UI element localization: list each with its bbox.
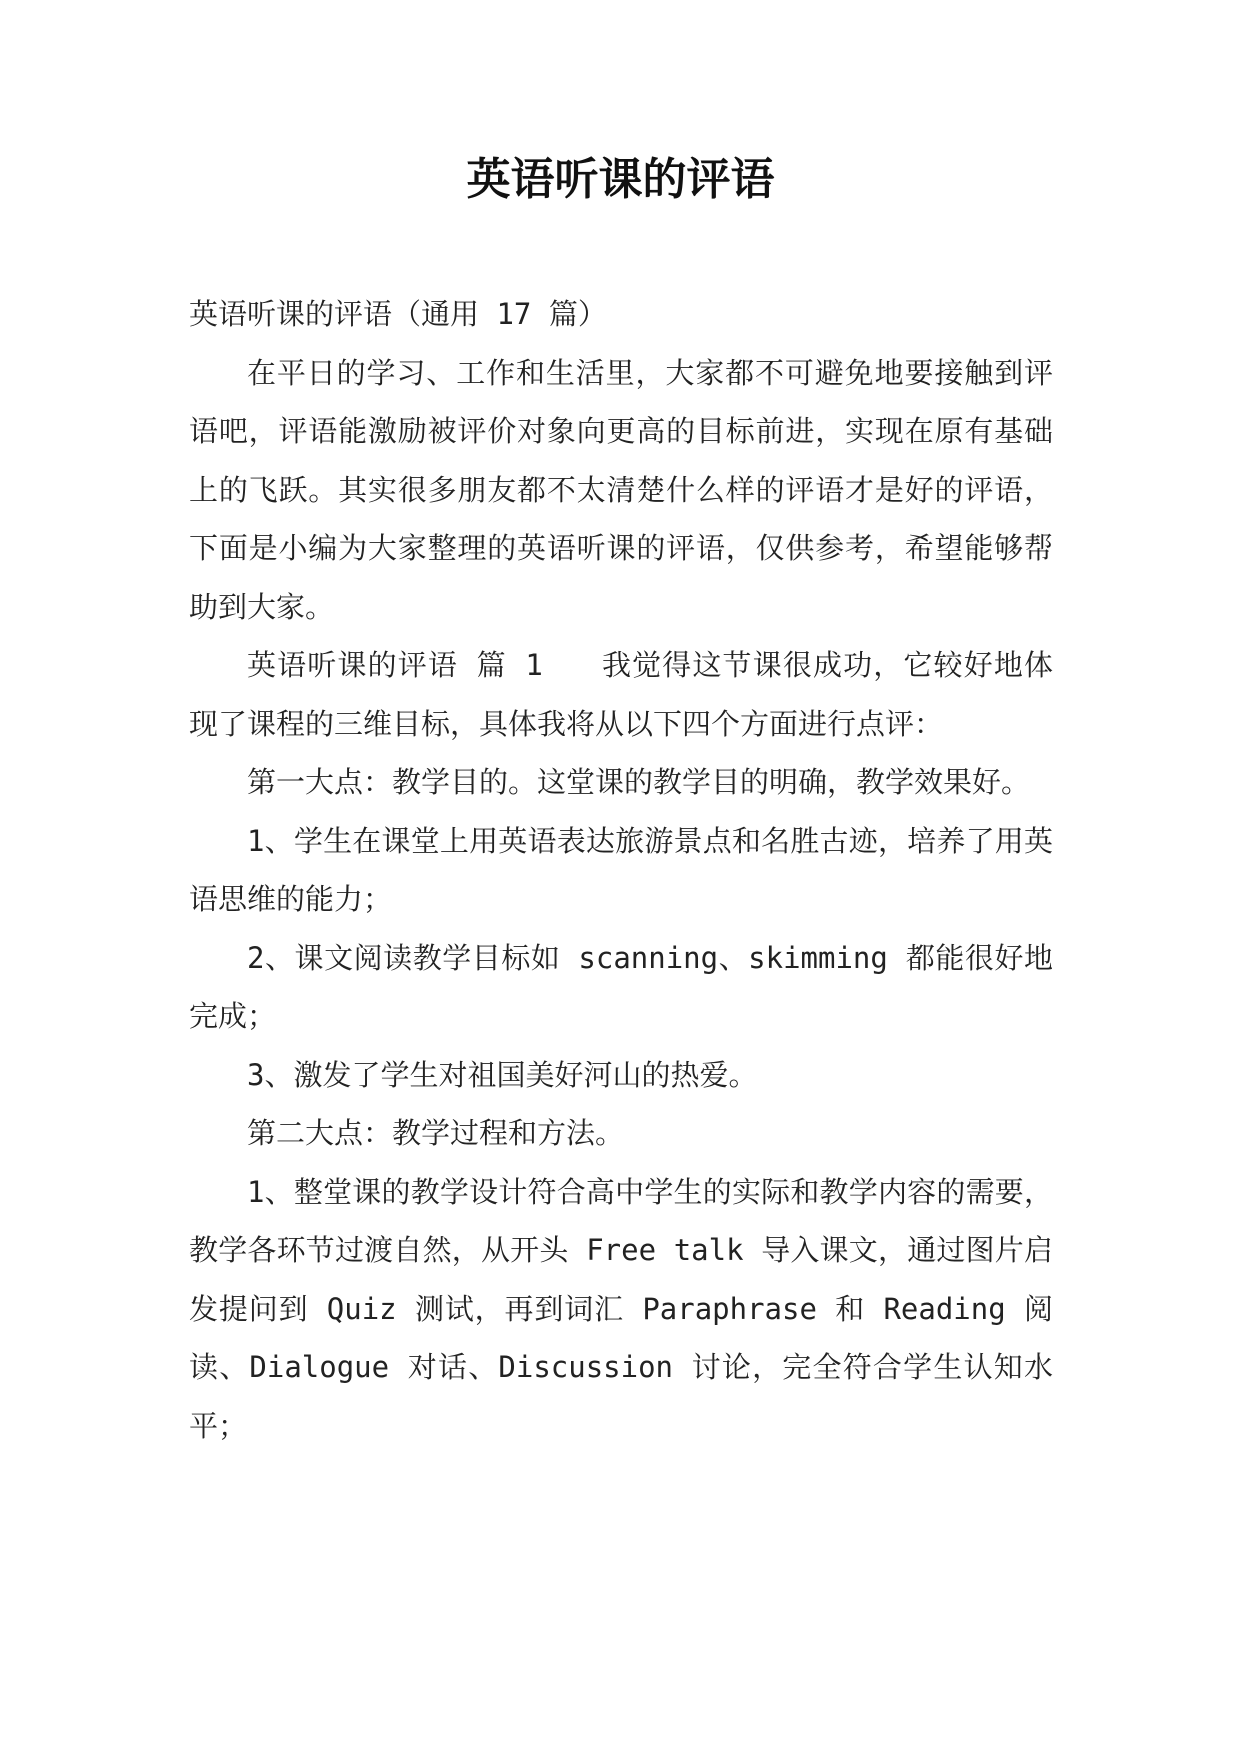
point-1-item-1: 1、学生在课堂上用英语表达旅游景点和名胜古迹，培养了用英语思维的能力； (189, 823, 1053, 916)
document-body (189, 285, 1053, 1455)
intro-paragraph: 在平日的学习、工作和生活里，大家都不可避免地要接触到评语吧，评语能激励被评价对象向更高的目标前进，实现在原有基础上的飞跃。其实很多朋友都不太清楚什么样的评语才是好的评语，下面是小编为大家整理的英语听课的评语，仅供参考，希望能够帮助到大家。 (189, 355, 1053, 624)
section-1-heading: 英语听课的评语 篇 1 (247, 648, 543, 682)
point-1-item-2: 2、课文阅读教学目标如 scanning、skimming 都能很好地完成； (189, 940, 1053, 1033)
point-2-item-1: 1、整堂课的教学设计符合高中学生的实际和教学内容的需要，教学各环节过渡自然，从开头 Free talk 导入课文，通过图片启发提问到 Quiz 测试，再到词汇 Paraphrase 和 Reading 阅读、Dialogue 对话、Discussion 讨论，完全符合学生认知水平； (189, 1174, 1053, 1443)
point-2-paragraph: 第二大点：教学过程和方法。 (247, 1116, 625, 1150)
point-1-paragraph: 第一大点：教学目的。这堂课的教学目的明确，教学效果好。 (247, 765, 1031, 799)
section-1-paragraph (189, 636, 1053, 753)
document-subtitle: 英语听课的评语（通用 17 篇） (189, 297, 607, 331)
point-1-item-3: 3、激发了学生对祖国美好河山的热爱。 (247, 1057, 758, 1092)
document-title: 英语听课的评语 (466, 154, 775, 205)
section-1-text: 我觉得这节课很成功，它较好地体现了课程的三维目标，具体我将从以下四个方面进行点评： (189, 648, 1053, 741)
